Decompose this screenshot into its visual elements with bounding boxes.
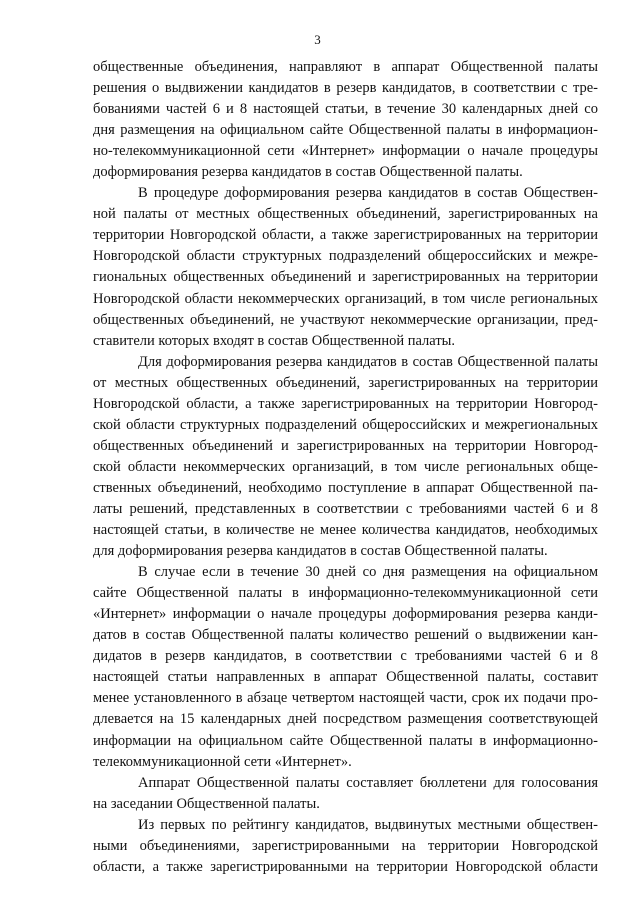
text-line: решения о выдвижении кандидатов в резерв кандидатов, в соответствии с тре-	[93, 80, 598, 97]
text-line: телекоммуникационной сети «Интернет».	[93, 753, 352, 770]
text-line: ской области структурных подразделений общероссийских и межрегиональных	[93, 416, 598, 433]
text-line: информации на официальном сайте Общественной палаты в информационно-	[93, 732, 598, 749]
document-body	[93, 57, 598, 878]
text-line: латы решений, представленных в соответствии с требованиями частей 6 и 8	[93, 500, 598, 517]
text-line: Новгородской области структурных подразделений общероссийских и межре-	[93, 248, 598, 265]
text-line: сайте Общественной палаты в информационно-телекоммуникационной сети	[93, 585, 598, 602]
text-line: датов в состав Общественной палаты количество решений о выдвижении кан-	[93, 627, 598, 644]
text-line: длевается на 15 календарных дней посредством размещения соответствующей	[93, 711, 598, 728]
text-line: ской области некоммерческих организаций, в том числе региональных обще-	[93, 458, 598, 475]
text-line: от местных общественных объединений, зарегистрированных на территории	[93, 374, 598, 391]
text-line: ными объединениями, зарегистрированными на территории Новгородской	[93, 837, 598, 854]
text-line: «Интернет» информации о начале процедуры доформирования резерва канди-	[93, 606, 598, 623]
text-line: общественных объединений и зарегистрированных на территории Новгород-	[93, 437, 598, 454]
text-line: настоящей статьи, в количестве не менее количества кандидатов, необходимых	[93, 522, 598, 539]
text-line: Из первых по рейтингу кандидатов, выдвинутых местными обществен-	[138, 816, 598, 833]
text-line: В процедуре доформирования резерва кандидатов в состав Обществен-	[138, 185, 598, 202]
text-line: ной палаты от местных общественных объединений, зарегистрированных на	[93, 206, 598, 223]
text-line: настоящей статьи направленных в аппарат Общественной палаты, составит	[93, 669, 598, 686]
text-line: для доформирования резерва кандидатов в состав Общественной палаты.	[93, 543, 548, 560]
text-line: области, а также зарегистрированными на территории Новгородской области	[93, 858, 598, 875]
text-line: Новгородской области некоммерческих организаций, в том числе региональных	[93, 290, 598, 307]
text-line: В случае если в течение 30 дней со дня размещения на официальном	[138, 564, 598, 581]
text-line: менее установленного в абзаце четвертом настоящей части, срок их подачи про-	[93, 690, 598, 707]
text-line: общественные объединения, направляют в аппарат Общественной палаты	[93, 59, 598, 75]
text-line: территории Новгородской области, а также зарегистрированных на территории	[93, 227, 598, 244]
text-line: Новгородской области, а также зарегистрированных на территории Новгород-	[93, 395, 598, 412]
text-line: Для доформирования резерва кандидатов в состав Общественной палаты	[138, 353, 598, 370]
text-line: Аппарат Общественной палаты составляет бюллетени для голосования	[138, 774, 598, 791]
text-line: дня размещения на официальном сайте Общественной палаты в информацион-	[93, 122, 598, 139]
text-line: доформирования резерва кандидатов в состав Общественной палаты.	[93, 164, 523, 181]
text-line: гиональных общественных объединений и зарегистрированных на территории	[93, 269, 598, 286]
text-line: бованиями частей 6 и 8 настоящей статьи, в течение 30 календарных дней со	[93, 101, 598, 118]
page-number: 3	[314, 32, 321, 47]
text-line: но-телекоммуникационной сети «Интернет» информации о начале процедуры	[93, 143, 598, 160]
text-line: общественных объединений, не участвуют некоммерческие организации, пред-	[93, 311, 598, 328]
text-line: ственных объединений, необходимо поступление в аппарат Общественной па-	[93, 479, 598, 496]
text-line: на заседании Общественной палаты.	[93, 795, 320, 812]
text-line: ставители которых входят в состав Общественной палаты.	[93, 332, 456, 349]
text-line: дидатов в резерв кандидатов, в соответствии с требованиями частей 6 и 8	[93, 648, 598, 665]
